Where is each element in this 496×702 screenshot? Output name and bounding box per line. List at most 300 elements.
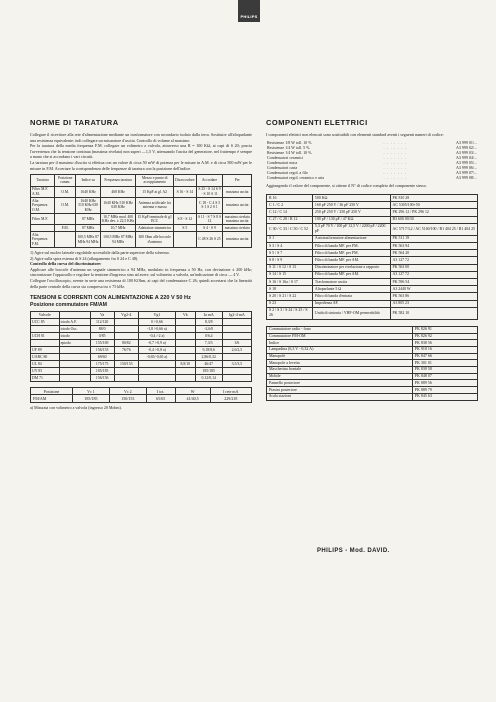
components-table: [266, 194, 478, 320]
voltage-cell-vg: 150/153: [114, 360, 138, 367]
component-row: [267, 216, 478, 223]
voltage-cell-sub: [59, 374, 90, 381]
left-column: [30, 118, 252, 410]
voltage-header-cell: Vg2-4: [114, 312, 138, 319]
componenti-intro-2: Aggiungendo il valore del componente, si ottiene il N° di codice completo del componente stesso.: [266, 183, 427, 189]
tar-cell-pos: [55, 213, 76, 224]
component-ref: S 18: [267, 286, 313, 293]
voltage-cell-vk: [175, 367, 195, 374]
supply-cell: 229/218: [210, 395, 251, 403]
component-ref: S 2 / S 3 / S 24 / S 25 / S 26: [267, 307, 313, 319]
voltage-cell-val: UCC 85: [31, 319, 60, 326]
tar-cell-mezzo: 300 Ohm alle boccole d'antenna: [136, 232, 174, 248]
supply-cell: 150/153: [109, 395, 146, 403]
tar-cell-indice: 100,5 MHz 87 MHz 94 MHz: [76, 232, 101, 248]
tar-cell-per: massima rivelata massima uscita: [224, 214, 250, 223]
part-code: PK 918 16: [412, 347, 477, 354]
voltage-cell-ia: 0,12/0,14: [195, 374, 222, 381]
tar-cell-disacc: S 8 - S 12: [174, 213, 196, 224]
standard-codes-list: [266, 140, 478, 181]
component-desc: Filtro di banda MF. per FM.: [312, 243, 390, 250]
voltage-cell-sub: triodo A.F.: [59, 319, 90, 326]
voltage-header-cell: Vg1: [138, 312, 175, 319]
voltage-header-cell: [59, 312, 90, 319]
component-ref: C 27 / C 28 / R 12: [267, 216, 313, 223]
tar-row: [31, 225, 252, 232]
component-desc: Autotrasformatore alimentazione: [312, 235, 390, 242]
code-label: Resistenze 1/4 W toll. 5 %: [267, 144, 310, 150]
voltage-header-cell: Va: [90, 312, 114, 319]
note-paragraph: 1) Agire sul nucleo laterale regolabile accessibile dalla parte superiore della schermo.: [30, 250, 170, 255]
supply-cell: 41/40,5: [175, 395, 210, 403]
part-name: Indice: [267, 340, 413, 347]
note-paragraph: Applicare alle boccole d'antenna un segnale simmetrico a 94 MHz, modulato in frequenza a 50 Hz, con deviazione ± 200 kHz; sincronizzare l'oppacsollo e regolare la tensione d'ingresso sino ad avere, sul voltmetro a valvola, un'indicazione di circa — 4 V.: [30, 266, 252, 278]
voltage-cell-va: 175/175: [90, 360, 114, 367]
voltage-cell-ig: [222, 333, 251, 340]
code-label: Resistenze 1/4 W toll. 10 %: [267, 149, 312, 155]
tar-cell-taratura: Filtro M.F. A.M.: [31, 186, 55, 197]
componenti-intro: I componenti elettrici non elencati sono sostituibili con elementi standard aventi i seguenti numeri di codice:: [266, 132, 444, 137]
voltage-cell-vk: [175, 319, 195, 326]
voltage-row: [31, 367, 252, 374]
part-code: PK 826 92: [412, 333, 477, 340]
tar-cell-disacc: [174, 232, 196, 248]
component-desc: 160 pF 250 V / 36 pF 250 V: [312, 202, 390, 209]
code-number: A3 999 06/...: [456, 165, 477, 171]
code-dots: . . . . . . .: [383, 144, 407, 150]
voltage-cell-ig: [222, 326, 251, 333]
tar-cell-per: massima rivelata: [224, 225, 250, 230]
tar-cell-acc: C 18 - C 4 S 5 S 1 S 2 S 1: [196, 197, 223, 213]
voltage-header-cell: Valvole: [31, 312, 60, 319]
supply-header-cell: I rete mA: [210, 387, 251, 395]
component-ref: S 16 / S 16a / S 17: [267, 279, 313, 286]
voltage-cell-sub: [59, 347, 90, 354]
component-desc: Trasformatore uscita: [312, 279, 390, 286]
component-row: [267, 293, 478, 300]
taratura-intro: [30, 132, 252, 171]
component-desc: Filtro di banda MF. per FM.: [312, 250, 390, 257]
component-code: A3 127 72: [390, 271, 477, 278]
tar-cell-per: massima uscita: [223, 197, 252, 213]
component-code: AC 5305/100+50: [390, 202, 477, 209]
voltage-header-cell: Vk: [175, 312, 195, 319]
component-desc: 500 KΩ: [312, 194, 390, 201]
component-row: [267, 194, 478, 201]
voltage-cell-vg1: [138, 367, 175, 374]
intro-paragraph: Per la taratura della media frequenza F.M. collegare un voltmetro a valvola, attraverso una R = 100 KΩ, ai capi di S 20; poscia l'avvertenza che la tensione continua (massima rivelata) non superi —1,5 V, attenuando l'uscita del generatore, nel frattempo è sempre a mano che si accordano i vari circuiti.: [30, 143, 252, 160]
part-name: Manopole: [267, 353, 413, 360]
voltage-cell-vg: [114, 353, 138, 360]
tar-header-cell: Posizione comm.: [55, 175, 76, 186]
tar-cell-mezzo: 15 KpF terminale di g1 ECC: [137, 214, 172, 223]
part-row: [267, 347, 478, 354]
code-number: A3 999 04/...: [456, 154, 477, 160]
part-code: PK 889 79: [412, 387, 477, 394]
part-code: PK 826 91: [412, 326, 477, 333]
supply-table: [30, 387, 252, 403]
voltage-cell-va: 112/120: [90, 319, 114, 326]
code-dots: . . . . . . .: [383, 149, 407, 155]
voltage-cell-vg: 80/82: [114, 340, 138, 347]
code-number: A3 999 03/...: [456, 149, 477, 155]
voltage-cell-vg: [114, 367, 138, 374]
part-code: PK 889 56: [412, 380, 477, 387]
tar-cell-acc: S 11 - S 7 S 8 S 12: [197, 214, 222, 223]
tar-cell-freq: 1640 KHz 510 KHz 630 KHz: [100, 197, 135, 213]
voltage-table: [30, 311, 252, 382]
code-dots: . . . . . . .: [383, 139, 407, 145]
part-row: [267, 373, 478, 380]
voltage-cell-vg1: -0,65/-0,65 a): [138, 353, 175, 360]
part-name: Scala stazioni: [267, 393, 413, 400]
code-dots: . . . . . . .: [383, 175, 407, 181]
tar-cell-freq: 468 KHz: [100, 186, 135, 197]
voltage-cell-ia: -2,6/0: [195, 326, 222, 333]
component-desc: Filtro di banda MF. per AM.: [312, 271, 390, 278]
taratura-table: [30, 174, 252, 248]
voltage-cell-val: UY 85: [31, 367, 60, 374]
section-title-componenti: COMPONENTI ELETTRICI: [266, 118, 368, 127]
tar-cell-pos: O.M.: [55, 186, 76, 197]
parts-table: [266, 326, 478, 401]
supply-cell: FM/AM: [31, 395, 73, 403]
tar-cell-taratura: Alta Frequenza O.M.: [31, 197, 55, 213]
tar-cell-indice: 87 MHz: [76, 225, 101, 232]
component-row: [267, 202, 478, 209]
component-code: A3 127 72: [390, 257, 477, 264]
voltage-cell-val: [31, 340, 60, 347]
voltage-cell-ig: 3,5/3,5: [222, 360, 251, 367]
code-label: Condensatori carta: [267, 165, 298, 171]
voltage-cell-va: 69/60: [90, 353, 114, 360]
voltage-row: [31, 347, 252, 354]
right-column: [266, 118, 478, 401]
voltage-cell-vk: [175, 353, 195, 360]
supply-header-cell: Vc 2: [109, 387, 146, 395]
voltage-cell-ia: 2,86/0,32: [195, 353, 222, 360]
voltage-cell-vg: [114, 374, 138, 381]
component-desc: Unità di sintonia / VHF-OM permeabilità: [312, 307, 390, 319]
voltage-cell-vk: [175, 374, 195, 381]
component-row: [267, 264, 478, 271]
voltage-cell-vk: [175, 340, 195, 347]
tar-row: [31, 197, 252, 213]
supply-cell: 65/65: [146, 395, 175, 403]
component-ref: S 14 / S 15: [267, 271, 313, 278]
voltage-cell-va: 185/185: [90, 367, 114, 374]
component-code: AC 5717/3,2 / AC 5160/100 / B1 404 25 / B1 404 25: [390, 223, 477, 235]
tar-header-cell: Per: [223, 175, 252, 186]
part-code: PK 848 07: [412, 373, 477, 380]
voltage-cell-sub: [59, 353, 90, 360]
part-name: Commutatore FM-OM: [267, 333, 413, 340]
voltage-cell-va: 0/85: [90, 333, 114, 340]
voltage-cell-ia: 9,18/8,6: [195, 347, 222, 354]
voltage-cell-va: 156/153: [90, 347, 114, 354]
component-ref: C 30 / C 33 / C 50 / C 52: [267, 223, 313, 235]
code-label: Condensatori ceramici: [267, 154, 304, 160]
voltage-cell-va: 155/169: [90, 340, 114, 347]
code-label: Condensatori regol. a filo: [267, 170, 308, 176]
component-code: PK 563 00: [390, 264, 477, 271]
tar-cell-mezzo: 15 KpF ai g1 A2: [136, 186, 174, 197]
component-code: A3 805 23: [390, 300, 477, 307]
component-row: [267, 271, 478, 278]
voltage-cell-val: [31, 326, 60, 333]
code-label: Condensatori mica: [267, 159, 298, 165]
voltage-cell-sub: triodo Osc.: [59, 326, 90, 333]
part-name: Pannello posteriore: [267, 380, 413, 387]
voltage-row: [31, 360, 252, 367]
tar-cell-acc: S 25 - S 14 S 9 - S 10 S 11: [196, 186, 223, 197]
component-ref: C 12 / C 14: [267, 209, 313, 216]
tar-cell-mezzo: Adattatore simmetrico: [136, 225, 174, 232]
voltage-row: [31, 326, 252, 333]
voltage-cell-ia: 0/6,4: [195, 333, 222, 340]
component-code: PK 563 94: [390, 243, 477, 250]
voltage-cell-vg1: [138, 374, 175, 381]
part-code: PK 838 56: [412, 340, 477, 347]
voltage-cell-ia: 46/47: [195, 360, 222, 367]
voltage-row: [31, 333, 252, 340]
tar-row: [31, 186, 252, 197]
tar-header-cell: Mezzo e punto di accoppiamento: [136, 175, 174, 186]
component-desc: 5,3 pF 70 V / 100 pF 12,5 V / 2200 pF / 2200 pF: [312, 223, 390, 235]
intro-paragraph: Collegare il ricevitore alla rete d'alimentazione mediante un trasformatore con secondario isolato dalla terra. Sostituire all'altoparlante una resistenza equivalente; indi collegare un misuratore d'uscita. Controllo di volume al massimo.: [30, 132, 252, 143]
tar-header-cell: Frequenza taratura: [100, 175, 135, 186]
footer-model: PHILIPS - Mod. DAVID.: [317, 548, 390, 554]
component-code: PK 810 28: [390, 194, 477, 201]
component-ref: S 8 / S 9: [267, 257, 313, 264]
tar-row: [31, 232, 252, 248]
tar-cell-pos: [55, 232, 76, 248]
voltage-row: [31, 374, 252, 381]
tar-cell-disacc: S 16 - S 14: [174, 186, 196, 197]
component-code: B3 600 00/30: [390, 216, 477, 223]
voltage-cell-ig: [222, 374, 251, 381]
voltage-cell-vg1: -0,7 /-0,9 a): [138, 340, 175, 347]
tar-cell-taratura: [31, 225, 55, 232]
voltage-cell-sub: [59, 367, 90, 374]
voltage-cell-vg: [114, 333, 138, 340]
component-code: PK 564 20: [390, 250, 477, 257]
part-name: Mascherina frontale: [267, 367, 413, 374]
component-code: PK 563 86: [390, 293, 477, 300]
code-label: Condensatori regol. ceramico e aria: [267, 175, 324, 181]
component-row: [267, 223, 478, 235]
component-ref: R 16: [267, 194, 313, 201]
voltage-row: [31, 340, 252, 347]
part-row: [267, 333, 478, 340]
voltage-row: [31, 319, 252, 326]
part-row: [267, 367, 478, 374]
component-code: PK 511 19: [390, 235, 477, 242]
tar-row: [31, 213, 252, 224]
voltage-cell-vg: [114, 319, 138, 326]
supply-header-cell: Vc 1: [72, 387, 109, 395]
component-row: [267, 300, 478, 307]
tar-cell-per: massima uscita: [223, 186, 252, 197]
code-dots: . . . . . . .: [383, 154, 407, 160]
part-code: PK 839 58: [412, 367, 477, 374]
voltage-cell-ia: 8,3/8: [195, 319, 222, 326]
component-desc: Discriminatore per rivelazione a rapporto: [312, 264, 390, 271]
component-code: A3 2440 W: [390, 286, 477, 293]
voltage-cell-vk: [175, 333, 195, 340]
tar-cell-indice: 1640 KHz 510 KHz 630 KHz: [76, 197, 101, 213]
intro-paragraph: La taratura per il massimo d'uscita si effettua con un valore di circa 50 mW di potenza per le misure in A.M. e di circa 500 mW per le misure in F.M. Accertare la corrispondenza delle frequenze di taratura con la posizione dell'indice.: [30, 159, 252, 171]
voltage-row: [31, 353, 252, 360]
voltage-cell-val: UL 84: [31, 360, 60, 367]
component-code: PK 296 12 / PK 296 12: [390, 209, 477, 216]
component-code: PK 596 54: [390, 279, 477, 286]
note-paragraph: Collegare l'oscilloscopio, avente in serie una resistenza di 100 KOhm, ai capi del condensatore C 26; quindi accertarsi che la linearità della parte centrale della curva sia compresa tra ± 75 kHz.: [30, 277, 252, 289]
section-subtitle-posizione: Posizione commutatore FM/AM: [30, 302, 107, 309]
tar-cell-indice: 1640 KHz: [76, 186, 101, 197]
component-desc: Altoparlante 5 Ω: [312, 286, 390, 293]
code-dots: . . . . . . .: [383, 165, 407, 171]
voltage-cell-vg: [114, 326, 138, 333]
code-row: [266, 175, 478, 180]
section-title-taratura: NORME DI TARATURA: [30, 118, 119, 127]
tar-cell-freq: 100,5 MHz 87 MHz 94 MHz: [100, 232, 135, 248]
voltage-cell-vg1: -0,4 /-0,8 a): [138, 347, 175, 354]
component-ref: C 1 / C 2: [267, 202, 313, 209]
tar-cell-mezzo: Antenna artificiale fra antenna e massa: [136, 197, 174, 213]
part-row: [267, 387, 478, 394]
component-row: [267, 279, 478, 286]
tar-header-cell: Indice su: [76, 175, 101, 186]
component-row: [267, 286, 478, 293]
note-paragraph: Controllo della curva del discriminatore:: [30, 261, 102, 267]
voltage-cell-vk: [175, 347, 195, 354]
component-ref: S 3 / S 4: [267, 243, 313, 250]
part-code: PK 847 66: [412, 353, 477, 360]
voltage-cell-ig: [222, 367, 251, 374]
component-ref: S 1: [267, 235, 313, 242]
footnote: a) Misurata con voltmetro a valvola (ingresso 20 Mohm).: [30, 405, 122, 411]
supply-header-cell: I tot.: [146, 387, 175, 395]
voltage-cell-ig: 2,6/2,5: [222, 347, 251, 354]
part-row: [267, 393, 478, 400]
code-label: Resistenze 1/8 W toll. 10 %: [267, 139, 312, 145]
voltage-cell-va: 156/156: [90, 374, 114, 381]
part-name: Commutatore radio - fono: [267, 326, 413, 333]
tar-cell-freq: 10,7 MHz: [100, 225, 135, 232]
voltage-cell-val: UABC 80: [31, 353, 60, 360]
tar-cell-pos: F.M.: [55, 225, 76, 232]
supply-header-cell: Posizione: [31, 387, 73, 395]
code-dots: . . . . . . .: [383, 159, 407, 165]
component-row: [267, 257, 478, 264]
voltage-cell-sub: triodo: [59, 333, 90, 340]
part-code: PK 845 63: [412, 393, 477, 400]
code-number: A3 999 08/...: [456, 175, 477, 181]
voltage-cell-vg1: -1,8 /-0,66 a): [138, 326, 175, 333]
component-code: PK 582 10: [390, 307, 477, 319]
voltage-cell-vg1: 0 /-0,66: [138, 319, 175, 326]
component-desc: 100 pF / 130 pF / 47 KΩ: [312, 216, 390, 223]
tar-cell-acc: C 48 S 26 S 25: [196, 232, 223, 248]
tar-cell-indice: 87 MHz: [76, 213, 101, 224]
tar-cell-pos: O.M.: [55, 197, 76, 213]
note-paragraph: 2) Agire sulla spira esterna di S 24 (allargamento fra S 24 e C 48).: [30, 255, 139, 261]
component-row: [267, 243, 478, 250]
voltage-header-cell: Ig2-4 mA: [222, 312, 251, 319]
code-number: A3 999 07/...: [456, 170, 477, 176]
code-number: A3 999 02/...: [456, 144, 477, 150]
tar-header-cell: Accordare: [196, 175, 223, 186]
component-desc: 250 pF 250 V / 250 pF 250 V: [312, 209, 390, 216]
part-name: Manopole a levetta: [267, 360, 413, 367]
voltage-cell-vk: 8,8/10: [175, 360, 195, 367]
voltage-cell-val: UCH 81: [31, 333, 60, 340]
voltage-cell-ig: [222, 319, 251, 326]
part-row: [267, 353, 478, 360]
philips-logo: PHILIPS: [238, 0, 260, 22]
component-ref: S 11 / S 12 / S 13: [267, 264, 313, 271]
section-title-tensioni: TENSIONI E CORRENTI CON ALIMENTAZIONE A 220 V 50 Hz: [30, 295, 191, 302]
code-number: A3 999 05/...: [456, 159, 477, 165]
tar-cell-disacc: [174, 197, 196, 213]
component-desc: Filtro di banda d'entrata: [312, 293, 390, 300]
part-name: Lampadina (6,3 V - 0,32 A): [267, 347, 413, 354]
tar-cell-taratura: Alta Frequenza F.M.: [31, 232, 55, 248]
tar-cell-acc: S 4 - S 9: [196, 225, 223, 232]
part-name: Piastra posteriore: [267, 387, 413, 394]
tar-header-cell: Disaccordare: [174, 175, 196, 186]
tar-cell-disacc: S 5: [174, 225, 196, 232]
code-dots: . . . . . . .: [383, 170, 407, 176]
component-ref: S 20 / S 21 / S 22: [267, 293, 313, 300]
part-row: [267, 380, 478, 387]
component-row: [267, 209, 478, 216]
component-ref: S 5 / S 7: [267, 250, 313, 257]
voltage-cell-ia: 7,3/3: [195, 340, 222, 347]
tar-cell-per: massima uscita: [223, 232, 252, 248]
voltage-cell-val: DM 71: [31, 374, 60, 381]
voltage-cell-sub: eptodo: [59, 340, 90, 347]
part-name: Mobile: [267, 373, 413, 380]
voltage-cell-vg1: [138, 360, 175, 367]
voltage-cell-ia: 185/185: [195, 367, 222, 374]
voltage-cell-va: 88/0: [90, 326, 114, 333]
supply-cell: 185/185: [72, 395, 109, 403]
voltage-cell-val: UF 89: [31, 347, 60, 354]
taratura-notes: [30, 250, 252, 289]
code-number: A3 999 01/...: [456, 139, 477, 145]
component-desc: Filtro di banda MF. per AM.: [312, 257, 390, 264]
supply-header-cell: W: [175, 387, 210, 395]
voltage-cell-vg: 76/76: [114, 347, 138, 354]
component-desc: Impedenza AF.: [312, 300, 390, 307]
voltage-cell-sub: [59, 360, 90, 367]
tar-cell-freq: 10,7 MHz mod. 400 KHz dev. ± 22,5 KHz: [102, 214, 135, 223]
voltage-cell-vg1: -0,4 /-2 a): [138, 333, 175, 340]
component-ref: S 23: [267, 300, 313, 307]
component-row: [267, 235, 478, 242]
voltage-cell-ig: [222, 353, 251, 360]
component-row: [267, 250, 478, 257]
voltage-cell-ig: 3/6: [222, 340, 251, 347]
tar-header-cell: Taratura: [31, 175, 55, 186]
voltage-header-cell: Ia mA: [195, 312, 222, 319]
voltage-cell-vk: [175, 326, 195, 333]
part-code: PK 301 01: [412, 360, 477, 367]
component-row: [267, 307, 478, 319]
tar-cell-taratura: Filtro M.F.: [31, 213, 55, 224]
